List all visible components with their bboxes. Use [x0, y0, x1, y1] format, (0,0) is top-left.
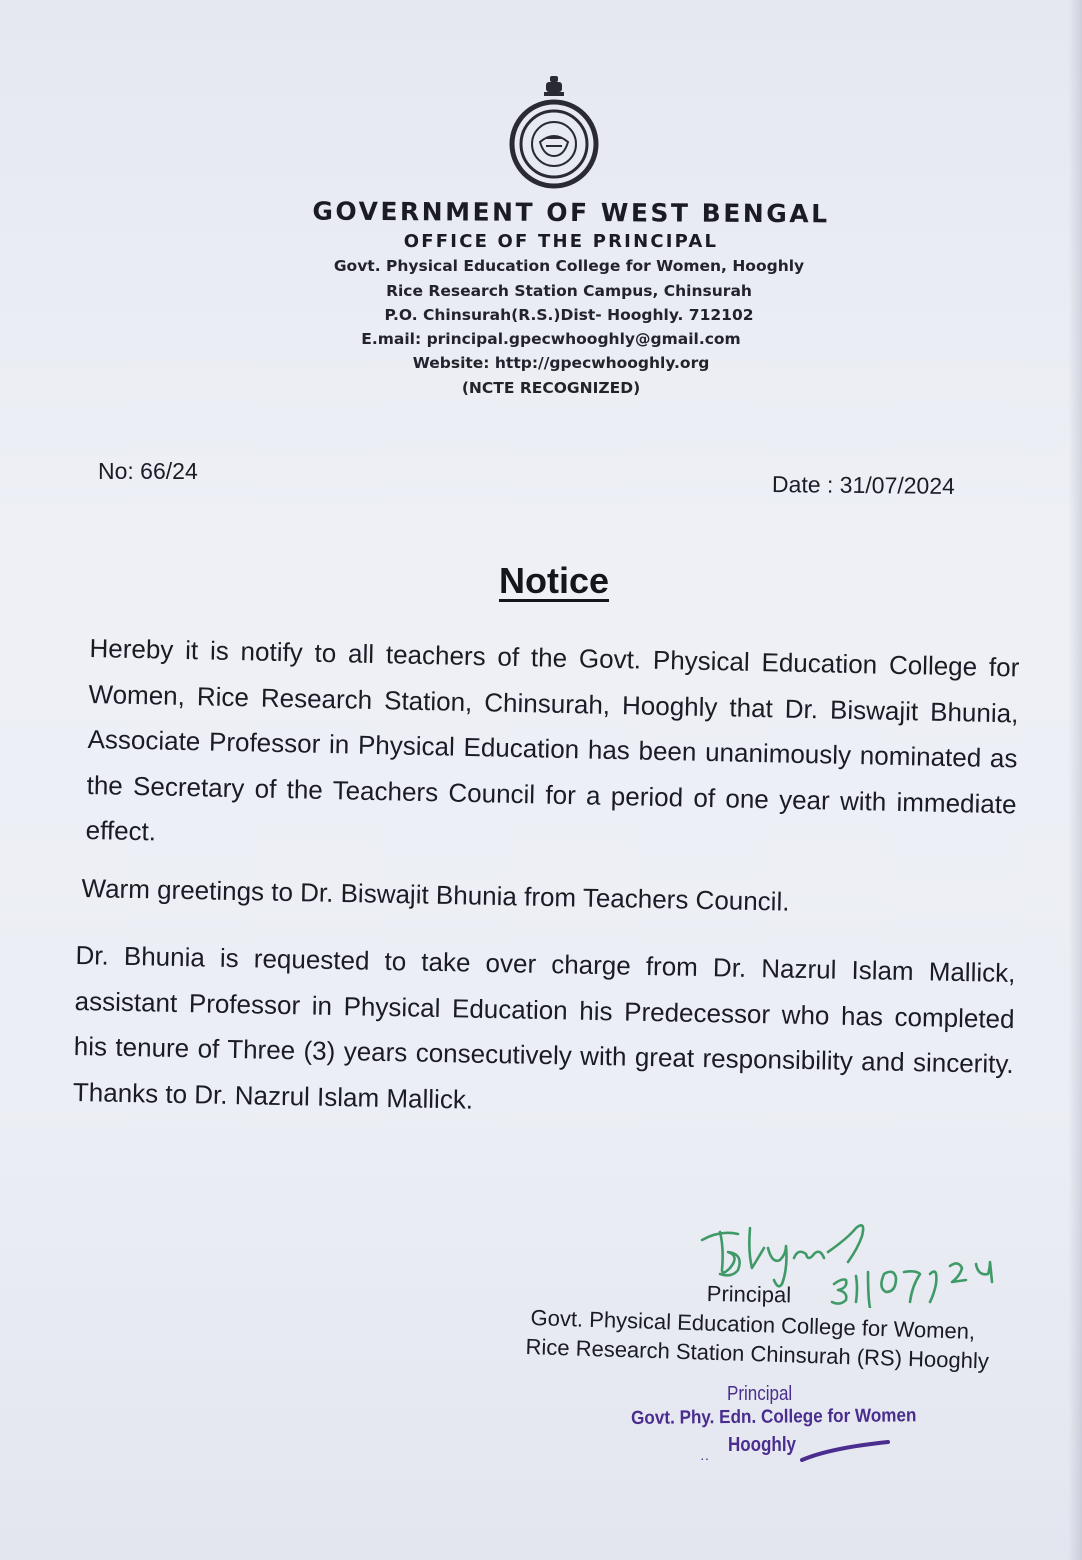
stamp-mark: ·· [700, 1450, 710, 1466]
government-heading: GOVERNMENT OF WEST BENGAL [312, 196, 830, 229]
stamp-line-1: Principal [727, 1383, 793, 1405]
campus-address: Rice Research Station Campus, Chinsurah [386, 282, 752, 300]
state-emblem-icon [500, 72, 608, 190]
signatory-line-1: Govt. Physical Education College for Women, [530, 1305, 976, 1344]
email-line: E.mail: principal.gpecwhooghly@gmail.com [361, 330, 741, 348]
signatory-designation: Principal [706, 1281, 792, 1308]
notice-date: Date : 31/07/2024 [771, 471, 956, 499]
stamp-ink-stroke [800, 1438, 890, 1466]
reference-number: No: 66/24 [98, 458, 198, 484]
website-line: Website: http://gpecwhooghly.org [412, 354, 710, 372]
stamp-line-2: Govt. Phy. Edn. College for Women [631, 1405, 917, 1429]
notice-paragraph-2: Warm greetings to Dr. Biswajit Bhunia from Teachers Council. [81, 872, 790, 917]
office-heading: OFFICE OF THE PRINCIPAL [403, 231, 719, 252]
signatory-line-2: Rice Research Station Chinsurah (RS) Hooghly [525, 1334, 990, 1374]
stamp-line-3: Hooghly [728, 1434, 796, 1456]
notice-paragraph-1: Hereby it is notify to all teachers of the Govt. Physical Education College for Women, Rice Research Station, Chinsurah, Hooghly that Dr. Biswajit Bhunia, Associate Professor in Physical Education has been unanimously nominated as the Secretary of the Teachers Council for a period of one year with immediate effect. [85, 632, 1020, 847]
college-name: Govt. Physical Education College for Women, Hooghly [333, 257, 805, 275]
postal-address: P.O. Chinsurah(R.S.)Dist- Hooghly. 712102 [384, 306, 754, 324]
notice-paragraph-3: Dr. Bhunia is requested to take over charge from Dr. Nazrul Islam Mallick, assistant Professor in Physical Education his Predecessor who has completed his tenure of Three (3) years consecutively with great responsibility and sincerity. Thanks to Dr. Nazrul Islam Mallick. [72, 939, 1016, 1115]
notice-title: Notice [498, 560, 610, 601]
recognition-line: (NCTE RECOGNIZED) [461, 379, 641, 397]
